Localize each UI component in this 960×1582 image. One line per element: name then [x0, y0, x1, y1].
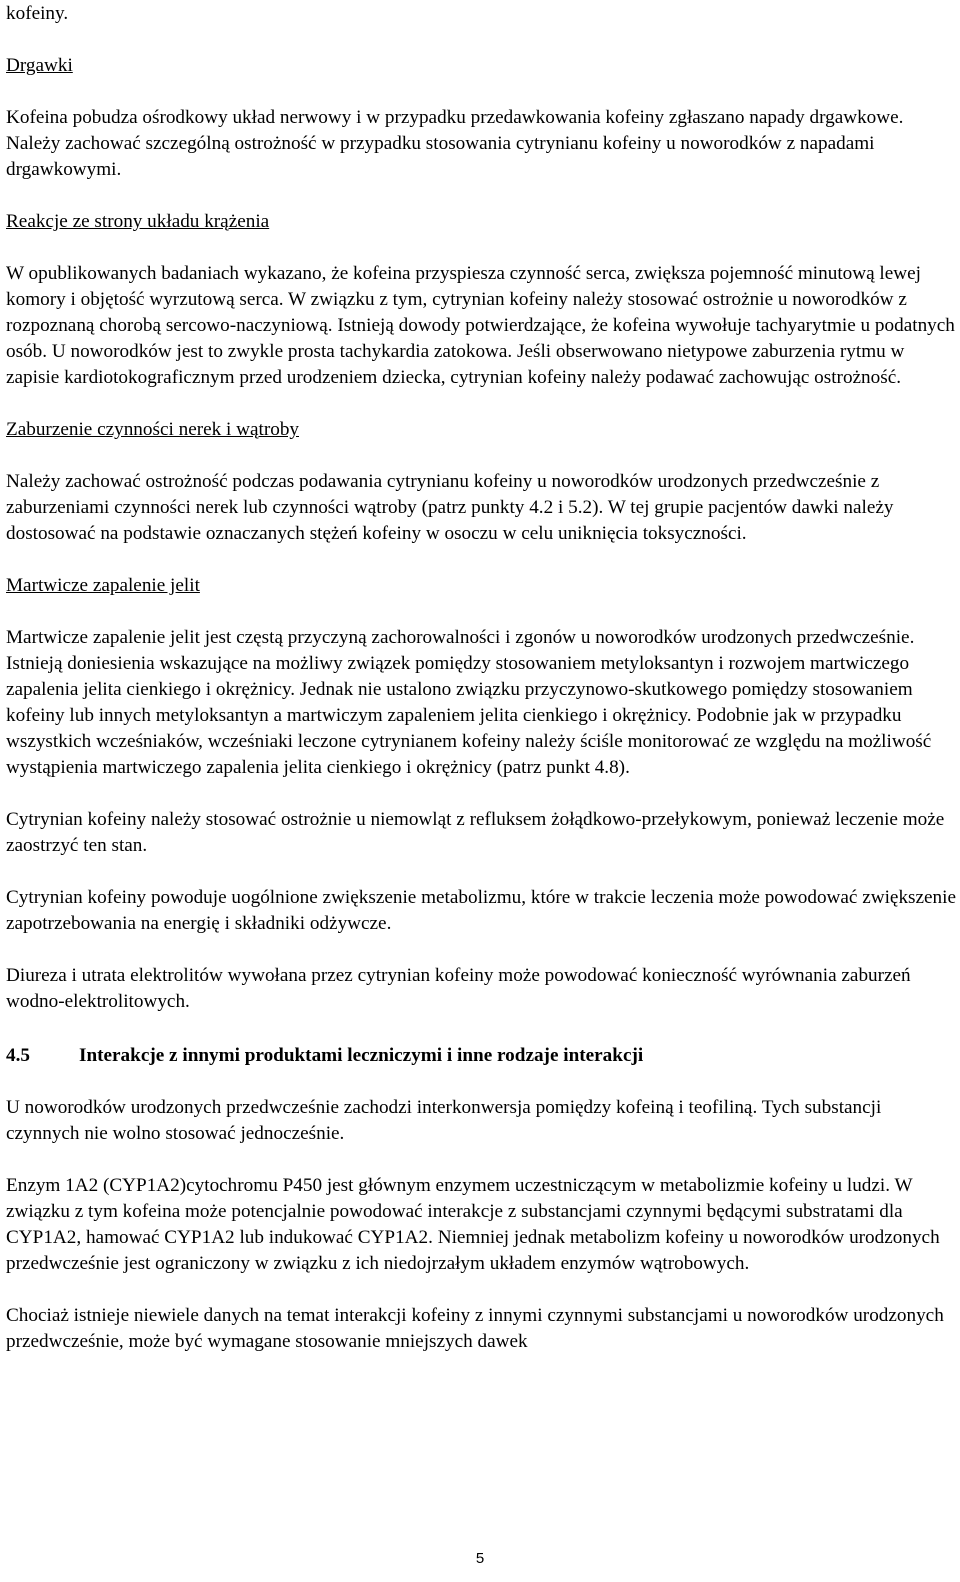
section-title: Interakcje z innymi produktami leczniczymi i inne rodzaje interakcji	[79, 1045, 644, 1066]
heading-renal-hepatic: Zaburzenie czynności nerek i wątroby	[6, 419, 300, 440]
section-number: 4.5	[6, 1045, 30, 1066]
paragraph-metabolism: Cytrynian kofeiny powoduje uogólnione zwiększenie metabolizmu, które w trakcie leczenia może powodować zwiększenie zapotrzebowania na energię i składniki odżywcze.	[6, 887, 956, 934]
intro-fragment: kofeiny.	[6, 3, 69, 24]
paragraph-seizures: Kofeina pobudza ośrodkowy układ nerwowy i w przypadku przedawkowania kofeiny zgłaszano napady drgawkowe. Należy zachować szczególną ostrożność w przypadku stosowania cytrynianu kofeiny u noworodków z napadami drgawkowymi.	[6, 107, 904, 180]
paragraph-diuresis: Diureza i utrata elektrolitów wywołana przez cytrynian kofeiny może powodować konieczność wyrównania zaburzeń wodno-elektrolitowych.	[6, 965, 911, 1012]
section-4-5-heading	[6, 1043, 956, 1069]
heading-cardio: Reakcje ze strony układu krążenia	[6, 211, 270, 232]
paragraph-interconversion: U noworodków urodzonych przedwcześnie zachodzi interkonwersja pomiędzy kofeiną i teofiliną. Tych substancji czynnych nie wolno stosować jednocześnie.	[6, 1097, 882, 1144]
paragraph-cyp1a2: Enzym 1A2 (CYP1A2)cytochromu P450 jest głównym enzymem uczestniczącym w metabolizmie kofeiny u ludzi. W związku z tym kofeina może potencjalnie powodować interakcje z substancjami czynnymi będącymi substratami dla CYP1A2, hamować CYP1A2 lub indukować CYP1A2. Niemniej jednak metabolizm kofeiny u noworodków urodzonych przedwcześnie jest ograniczony w związku z ich niedojrzałym układem enzymów wątrobowych.	[6, 1175, 940, 1274]
paragraph-interaction-data: Chociaż istnieje niewiele danych na temat interakcji kofeiny z innymi czynnymi substancjami u noworodków urodzonych przedwcześnie, może być wymagane stosowanie mniejszych dawek	[6, 1305, 944, 1352]
document-page	[6, 0, 956, 1355]
paragraph-nec: Martwicze zapalenie jelit jest częstą przyczyną zachorowalności i zgonów u noworodków urodzonych przedwcześnie. Istnieją doniesienia wskazujące na możliwy związek pomiędzy stosowaniem metyloksantyn i rozwojem martwiczego zapalenia jelita cienkiego i okrężnicy. Jednak nie ustalono związku przyczynowo-skutkowego pomiędzy stosowaniem kofeiny lub innych metyloksantyn a martwiczym zapaleniem jelita cienkiego i okrężnicy. Podobnie jak w przypadku wszystkich wcześniaków, wcześniaki leczone cytrynianem kofeiny należy ściśle monitorować ze względu na możliwość wystąpienia martwiczego zapalenia jelita cienkiego i okrężnicy (patrz punkt 4.8).	[6, 627, 932, 778]
heading-nec: Martwicze zapalenie jelit	[6, 575, 200, 596]
paragraph-renal-hepatic: Należy zachować ostrożność podczas podawania cytrynianu kofeiny u noworodków urodzonych przedwcześnie z zaburzeniami czynności nerek lub czynności wątroby (patrz punkty 4.2 i 5.2). W tej grupie pacjentów dawki należy dostosować na podstawie oznaczanych stężeń kofeiny w osoczu w celu uniknięcia toksyczności.	[6, 471, 894, 544]
heading-seizures: Drgawki	[6, 55, 73, 76]
paragraph-cardio: W opublikowanych badaniach wykazano, że kofeina przyspiesza czynność serca, zwiększa pojemność minutową lewej komory i objętość wyrzutową serca. W związku z tym, cytrynian kofeiny należy stosować ostrożnie u noworodków z rozpoznaną chorobą sercowo-naczyniową. Istnieją dowody potwierdzające, że kofeina wywołuje tachyarytmie u podatnych osób. U noworodków jest to zwykle prosta tachykardia zatokowa. Jeśli obserwowano nietypowe zaburzenia rytmu w zapisie kardiotokograficznym przed urodzeniem dziecka, cytrynian kofeiny należy podawać zachowując ostrożność.	[6, 263, 955, 388]
paragraph-reflux: Cytrynian kofeiny należy stosować ostrożnie u niemowląt z refluksem żołądkowo-przełykowym, ponieważ leczenie może zaostrzyć ten stan.	[6, 809, 945, 856]
page-number: 5	[475, 1550, 485, 1567]
